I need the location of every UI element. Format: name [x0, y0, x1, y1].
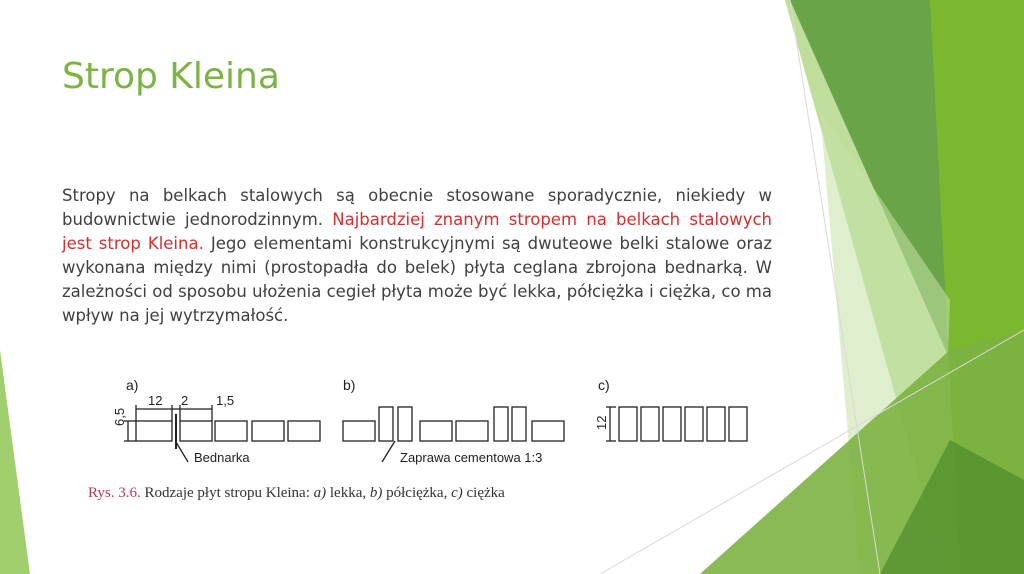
brick-a-2 [180, 421, 212, 441]
caption-c: c) [451, 485, 463, 501]
panel-a-dim-height: 6,5 [112, 407, 127, 426]
brick-b-7 [512, 407, 526, 441]
panel-a-dim-gap: 2 [181, 393, 189, 408]
bednarka-leader [176, 442, 188, 462]
brick-a-4 [252, 421, 284, 441]
brick-b-2 [379, 407, 393, 441]
paragraph-part-1: Stropy na belkach stalowych są obecnie stosowane sporadycznie, niekiedy w budownictwie jednorodzinnym. [62, 186, 772, 229]
mortar-leader [382, 441, 395, 462]
panel-c-dim-height: 12 [594, 415, 609, 430]
brick-a-5 [288, 421, 320, 441]
brick-c-4 [685, 407, 703, 441]
bednarka-label: Bednarka [194, 450, 250, 465]
mortar-label: Zaprawa cementowa 1:3 [400, 450, 543, 465]
brick-c-2 [641, 407, 659, 441]
brick-b-4 [420, 421, 452, 441]
caption-label: Rys. 3.6. [88, 485, 141, 501]
brick-c-3 [663, 407, 681, 441]
caption-text: Rodzaje płyt stropu Kleina: [140, 485, 314, 501]
brick-a-1 [136, 421, 172, 441]
panel-a-dim-brick: 12 [148, 393, 163, 408]
brick-c-6 [729, 407, 747, 441]
panel-c-label: c) [598, 377, 610, 393]
brick-b-1 [343, 421, 375, 441]
panel-b-label: b) [343, 377, 356, 393]
caption-b-text: półciężka, [382, 485, 452, 501]
brick-b-8 [532, 421, 564, 441]
panel-a-label: a) [126, 377, 139, 393]
panel-a-dim-strip: 1,5 [216, 393, 235, 408]
slide-paragraph [62, 184, 772, 328]
brick-c-1 [619, 407, 637, 441]
brick-b-5 [456, 421, 488, 441]
paragraph-part-2: Jego elementami konstrukcyjnymi są dwuteowe belki stalowe oraz wykonana między nimi (prostopadła do belek) płyta ceglana zbrojona bednarką. W zależności od sposobu ułożenia cegieł płyta może być lekka, półciężka i ciężka, co ma wpływ na jej wytrzymałość. [62, 234, 772, 325]
caption-c-text: ciężka [462, 485, 505, 501]
brick-a-3 [215, 421, 247, 441]
paragraph-highlight: Najbardziej znanym stropem na belkach stalowych jest strop Kleina. [62, 210, 772, 253]
deco-left-green-sliver [0, 350, 30, 574]
brick-c-5 [707, 407, 725, 441]
brick-b-6 [494, 407, 508, 441]
brick-b-3 [398, 407, 412, 441]
caption-b: b) [369, 485, 383, 501]
klein-slab-figure [110, 374, 770, 479]
slide-title: Strop Kleina [62, 56, 280, 97]
figure-caption [88, 485, 505, 502]
caption-a-text: lekka, [326, 485, 370, 501]
caption-a: a) [313, 485, 327, 501]
